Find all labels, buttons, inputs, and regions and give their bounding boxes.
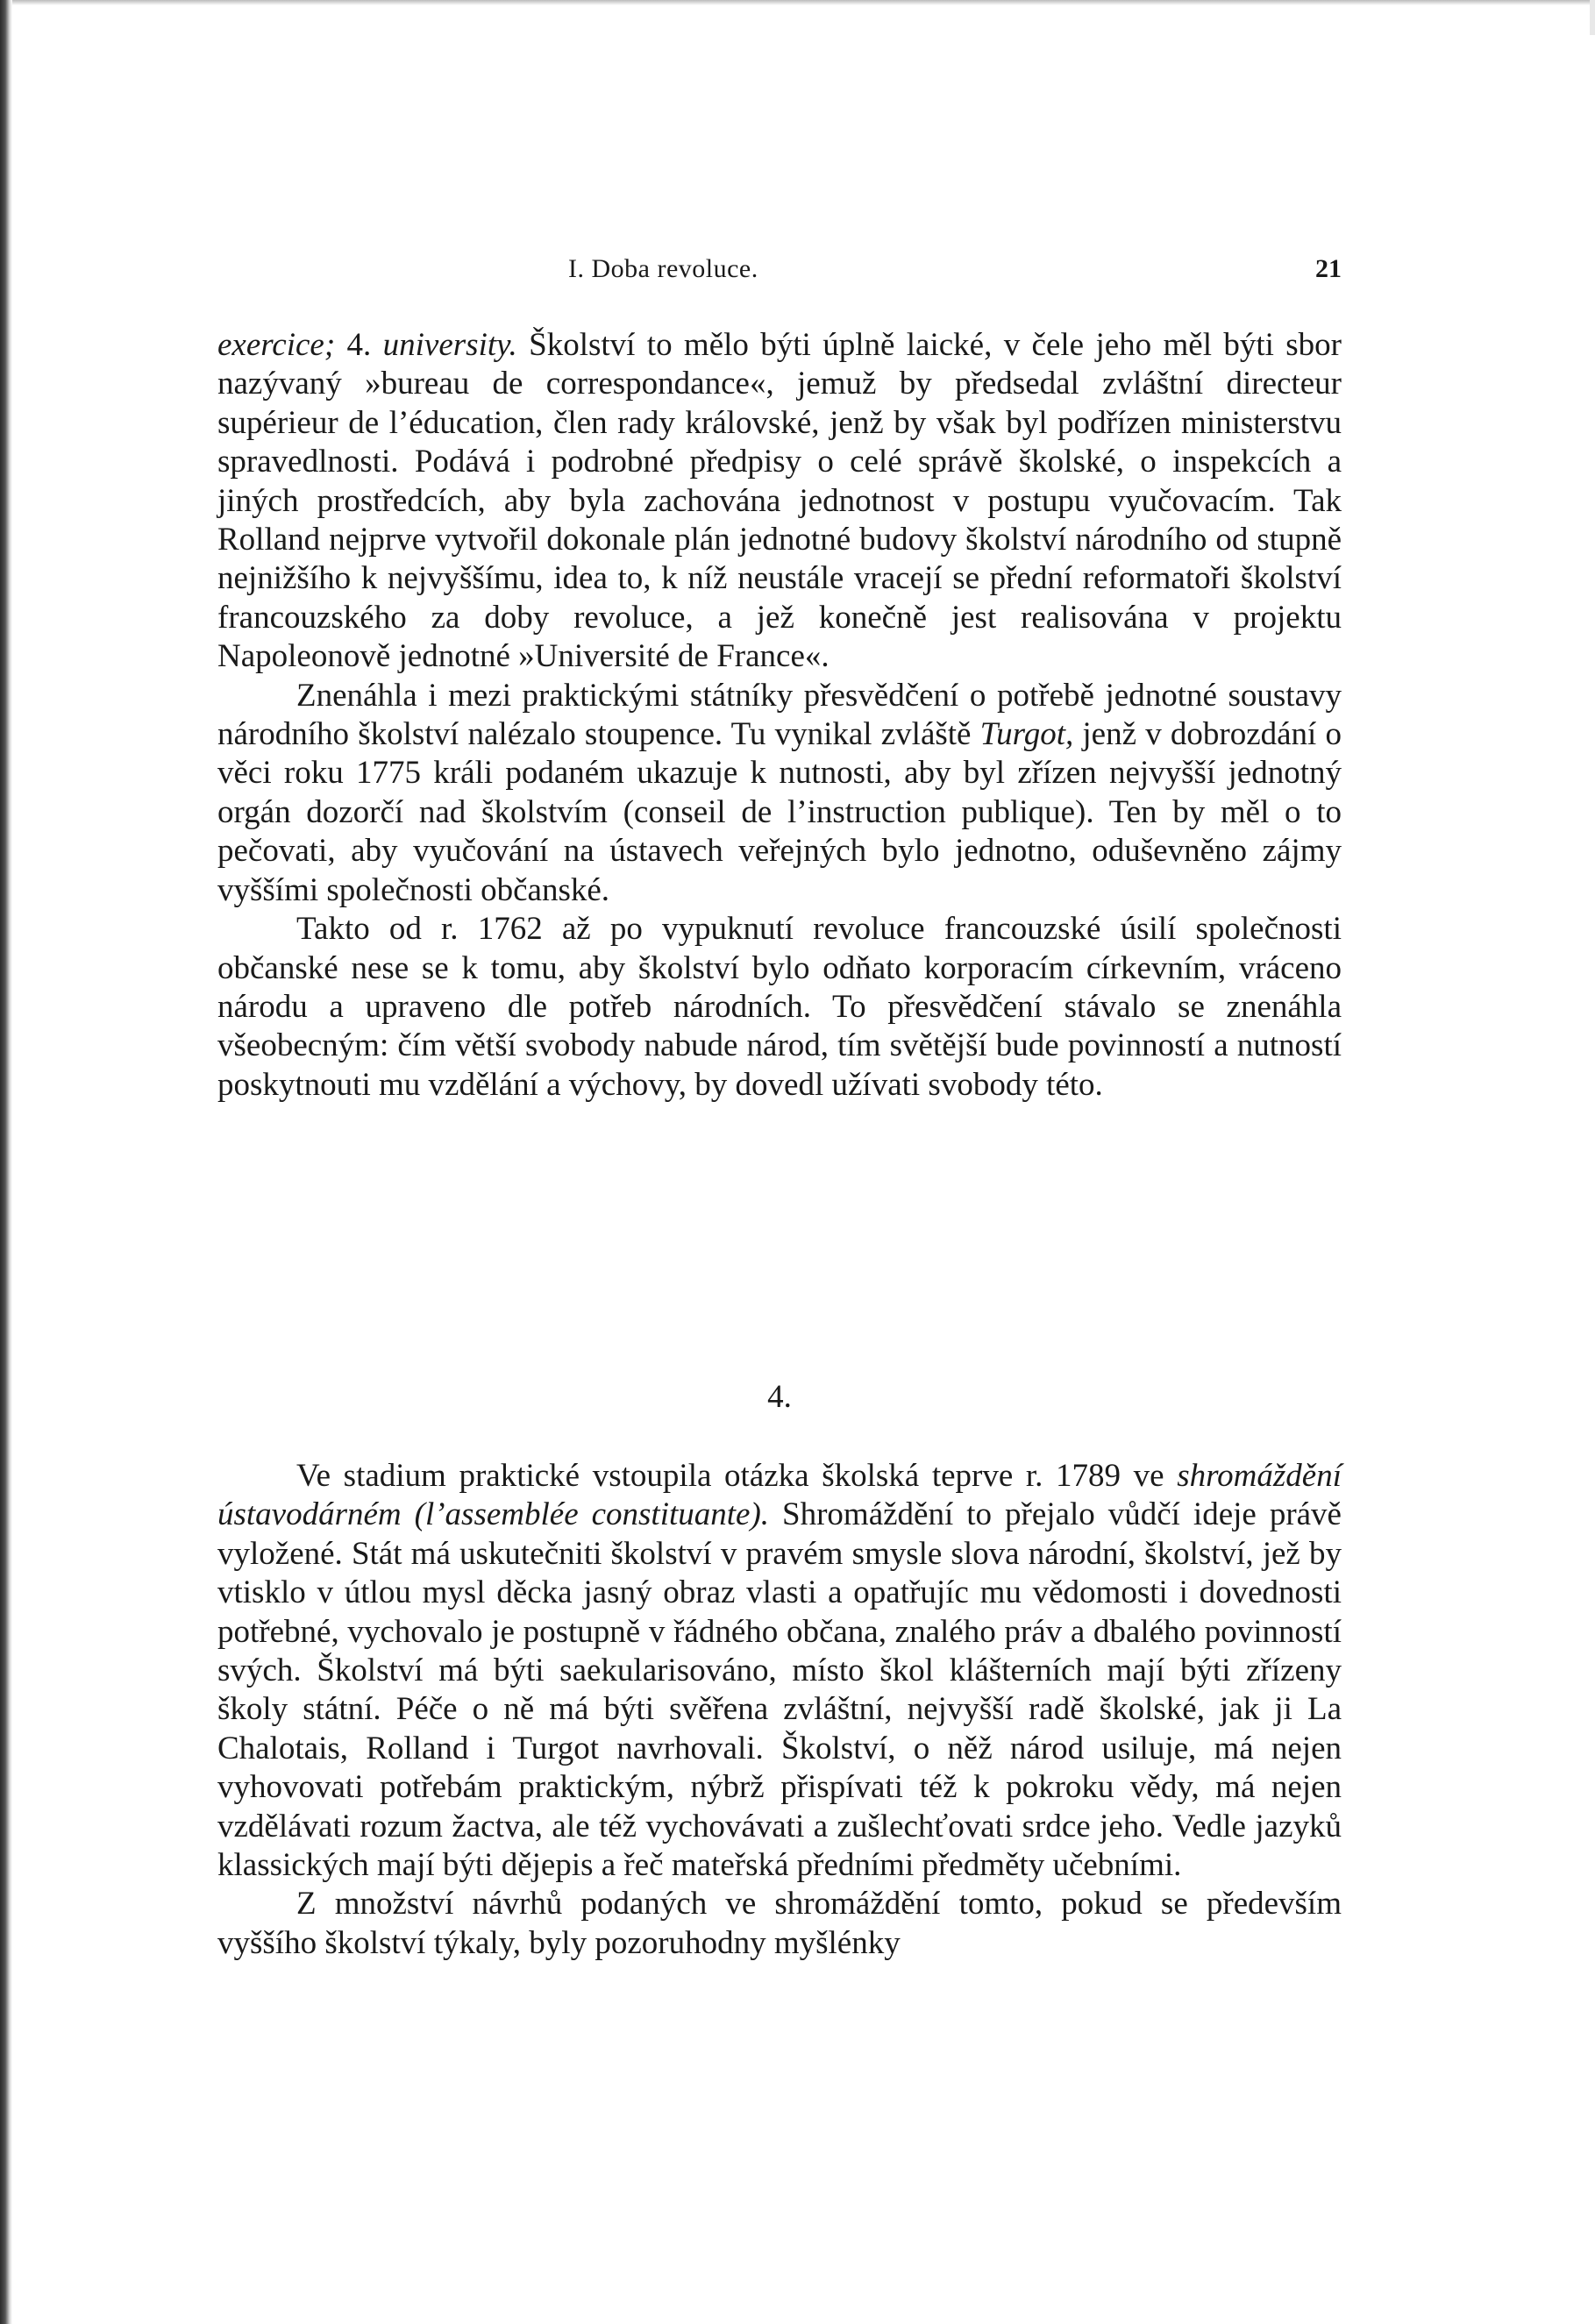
page-number: 21: [1315, 254, 1342, 283]
paragraph: Z množství návrhů podaných ve shromáždění tomto, pokud se především vyššího školství týkaly, byly pozoruhodny myšlénky: [217, 1886, 1342, 1961]
text-run: jenž v dobrozdání o věci roku 1775 králi podaném ukazuje k nutnosti, aby byl zřízen nejvyšší jednotný orgán dozorčí nad školstvím (conseil de l’instruction publique). Ten by měl o to pečovati, aby vyučování na ústavech veřejných bylo jednotno, oduševněno zájmy vyššími společnosti občanské.: [217, 716, 1342, 908]
running-head: I. Doba revoluce.: [568, 254, 758, 283]
paragraph: [217, 677, 1342, 910]
section-number: 4.: [767, 1379, 792, 1415]
paragraph: [217, 326, 1342, 677]
paragraph: [217, 1457, 1342, 1885]
text-block-upper: [217, 326, 1342, 1105]
italic-term: exercice;: [217, 327, 336, 363]
text-run: Ve stadium praktické vstoupila otázka školská teprve r. 1789 ve: [296, 1458, 1178, 1494]
italic-term: university.: [382, 327, 517, 363]
text-run: Shromáždění to přejalo vůdčí ideje právě vyložené. Stát má uskutečniti školství v pravém smysle slova národní, školství, jež by vtisklo v útlou mysl děcka jasný obraz vlasti a opatřujíc mu vědomosti i dovednosti potřebné, vychovalo je postupně v řádného občana, znalého práv a dbalého povinností svých. Školství má býti saekularisováno, místo škol klášterních mají býti zřízeny školy státní. Péče o ně má býti svěřena zvláštní, nejvyšší radě školské, jak ji La Chalotais, Rolland i Turgot navrhovali. Školství, o něž národ usiluje, má nejen vyhovovati potřebám praktickým, nýbrž přispívati též k pokroku vědy, má nejen vzdělávati rozum žactva, ale též vychovávati a zušlechťovati srdce jeho. Vedle jazyků klassických mají býti dějepis a řeč mateřská předními předměty učebními.: [217, 1496, 1342, 1884]
scan-corner-shadow: [1590, 0, 1595, 35]
scan-binding-edge: [0, 0, 12, 2324]
page-header: [217, 254, 1342, 293]
scan-top-shadow: [0, 0, 1595, 5]
text-block-lower: [217, 1457, 1342, 1963]
text-run: Školství to mělo býti úplně laické, v čele jeho měl býti sbor nazývaný »bureau de correspondance«, jemuž by předsedal zvláštní directeur supérieur de l’éducation, člen rady královské, jenž by však byl podřízen ministerstvu spravedlnosti. Podává i podrobné předpisy o celé správě školské, o inspekcích a jiných prostředcích, aby byla zachována jednotnost v postupu vyučovacím. Tak Rolland nejprve vytvořil dokonale plán jednotné budovy školství národního od stupně nejnižšího k nejvyššímu, idea to, k níž neustále vracejí se přední reformatoři školství francouzského za doby revoluce, a jež konečně jest realisována v projektu Napoleonově jednotné »Université de France«.: [217, 327, 1342, 675]
italic-name: Turgot,: [979, 716, 1074, 753]
text-run: Znenáhla i mezi praktickými státníky přesvědčení o potřebě jednotné soustavy národního školství nalézalo stoupence. Tu vynikal zvláště: [217, 677, 1342, 753]
italic-term: shromáždění ústavodárném (l’assemblée constituante).: [217, 1458, 1342, 1533]
text-run: 4.: [335, 327, 383, 363]
paragraph: Takto od r. 1762 až po vypuknutí revoluce francouzské úsilí společnosti občanské nese se k tomu, aby školství bylo odňato korporacím církevním, vráceno národu a upraveno dle potřeb národních. To přesvědčení stávalo se znenáhla všeobecným: čím větší svobody nabude národ, tím světější bude povinností a nutností poskytnouti mu vzdělání a výchovy, by dovedl užívati svobody této.: [217, 911, 1342, 1103]
